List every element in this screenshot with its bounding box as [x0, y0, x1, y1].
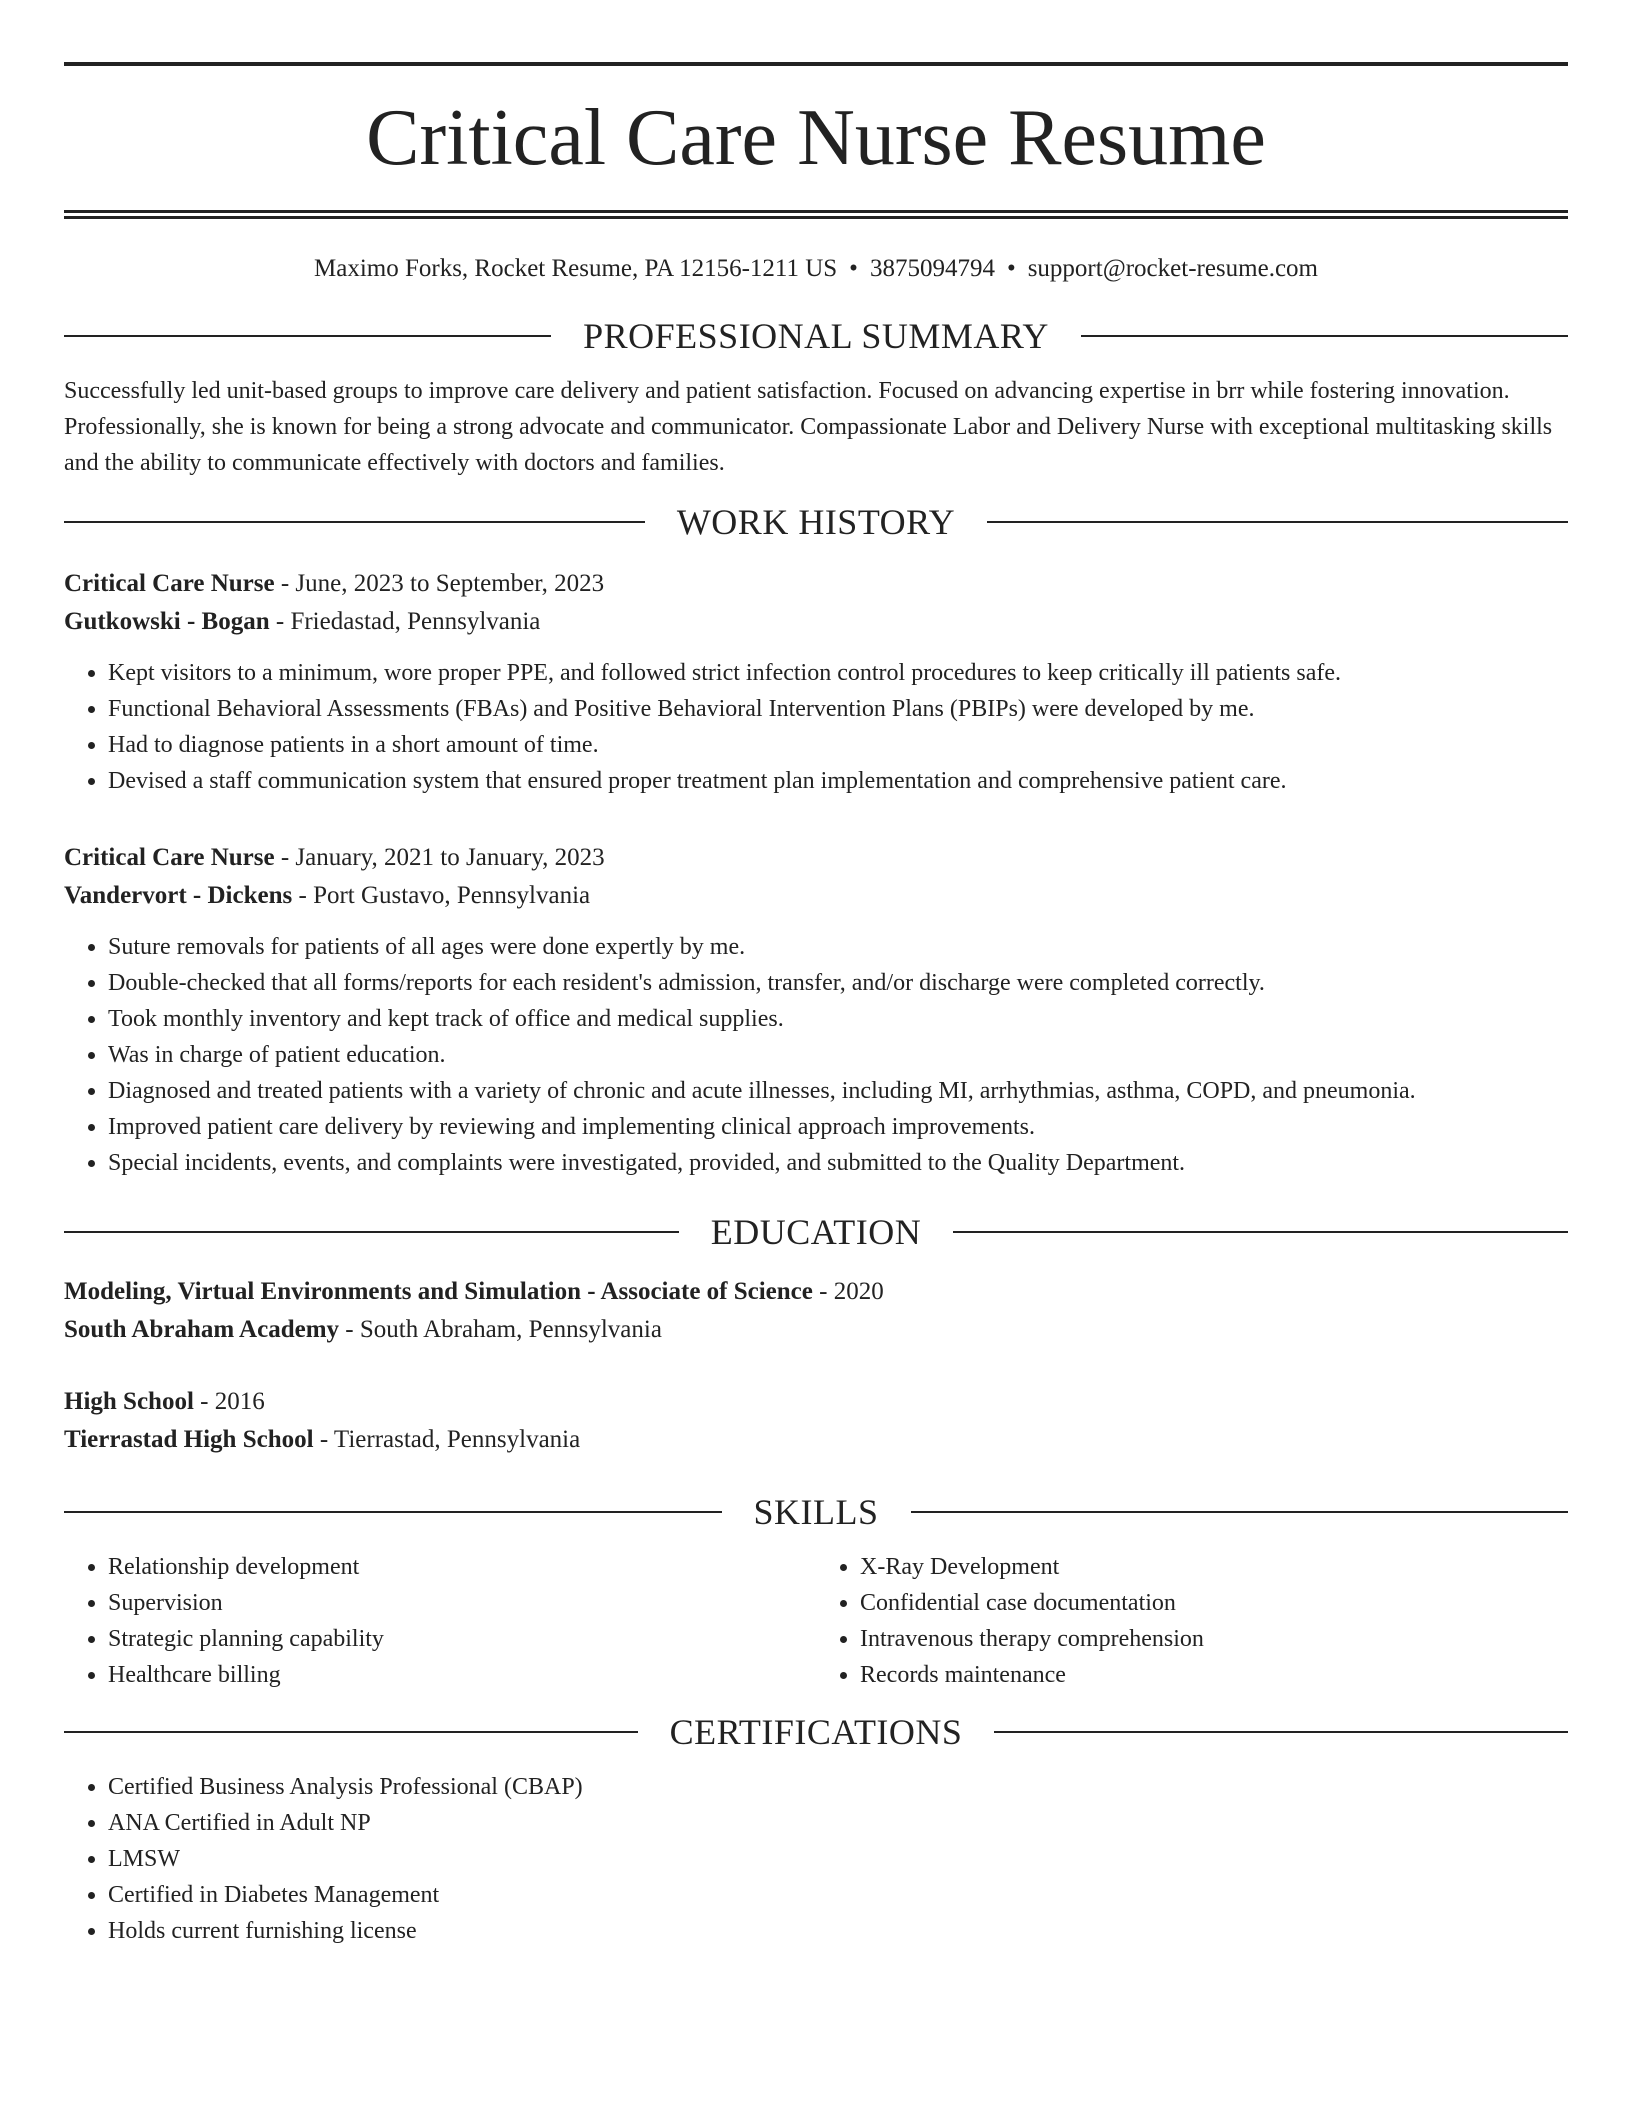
education-location: - Tierrastad, Pennsylvania: [313, 1426, 581, 1453]
education-year: - 2020: [812, 1278, 884, 1305]
section-rule: [64, 335, 551, 337]
section-title: WORK HISTORY: [676, 502, 956, 542]
section-rule: [987, 521, 1568, 523]
section-rule: [1081, 335, 1568, 337]
contact-line: [64, 255, 1568, 283]
skill-item: • Intravenous therapy comprehension: [860, 1621, 1568, 1657]
job-bullets: [64, 655, 1568, 799]
list-item: • Functional Behavioral Assessments (FBAs) and Positive Behavioral Intervention Plans (PBIPs) were developed by me.: [108, 691, 1568, 727]
list-item: • Was in charge of patient education.: [108, 1037, 1568, 1073]
title-double-rule: [64, 210, 1568, 219]
list-item: • Improved patient care delivery by reviewing and implementing clinical approach improvements.: [108, 1109, 1568, 1145]
section-title: SKILLS: [753, 1492, 879, 1532]
education-year: - 2016: [193, 1388, 265, 1415]
education-school: South Abraham Academy: [64, 1316, 340, 1343]
contact-phone: 3875094794: [869, 255, 995, 282]
job-list: [64, 565, 1568, 1181]
list-item: • Suture removals for patients of all ages were done expertly by me.: [108, 929, 1568, 965]
job-employer-line: [64, 603, 1568, 641]
job-dates: - June, 2023 to September, 2023: [274, 570, 605, 597]
skills-column-right: [816, 1549, 1568, 1693]
education-degree-line: [64, 1273, 1568, 1311]
certification-item: • Holds current furnishing license: [108, 1913, 1568, 1949]
job-employer: Vandervort - Dickens: [64, 882, 293, 909]
section-header-work: [64, 501, 1568, 543]
skill-item: • Supervision: [108, 1585, 816, 1621]
certification-item: • Certified Business Analysis Professional (CBAP): [108, 1769, 1568, 1805]
education-degree: High School: [64, 1388, 194, 1415]
skill-item: • Confidential case documentation: [860, 1585, 1568, 1621]
education-degree-line: [64, 1383, 1568, 1421]
education-degree: Modeling, Virtual Environments and Simulation - Associate of Science: [64, 1278, 813, 1305]
education-school-line: [64, 1421, 1568, 1459]
job-entry: [64, 565, 1568, 799]
section-rule: [994, 1731, 1568, 1733]
job-location: - Port Gustavo, Pennsylvania: [292, 882, 591, 909]
section-rule: [64, 1511, 722, 1513]
summary-text: Successfully led unit-based groups to improve care delivery and patient satisfaction. Focused on advancing expertise in brr while fostering innovation. Professionally, she is known for being a strong advocate and communicator. Compassionate Labor and Delivery Nurse with exceptional multitasking skills and the ability to communicate effectively with doctors and families.: [64, 378, 1553, 476]
job-dates: - January, 2021 to January, 2023: [274, 844, 605, 871]
education-location: - South Abraham, Pennsylvania: [339, 1316, 662, 1343]
job-bullets: [64, 929, 1568, 1181]
list-item: • Took monthly inventory and kept track of office and medical supplies.: [108, 1001, 1568, 1037]
contact-address: Maximo Forks, Rocket Resume, PA 12156-1211 US: [314, 255, 838, 282]
section-rule: [911, 1511, 1569, 1513]
list-item: • Had to diagnose patients in a short amount of time.: [108, 727, 1568, 763]
section-rule: [64, 1231, 679, 1233]
section-header-skills: [64, 1491, 1568, 1533]
education-list: [64, 1273, 1568, 1459]
contact-separator: •: [849, 255, 858, 282]
education-entry: [64, 1383, 1568, 1459]
section-title: CERTIFICATIONS: [669, 1712, 963, 1752]
skills-grid: [64, 1549, 1568, 1693]
education-school-line: [64, 1311, 1568, 1349]
page-title: Critical Care Nurse Resume: [366, 94, 1266, 182]
job-employer-line: [64, 877, 1568, 915]
skills-column-left: [64, 1549, 816, 1693]
job-title: Critical Care Nurse: [64, 570, 275, 597]
section-rule: [64, 1731, 638, 1733]
job-title-line: [64, 565, 1568, 603]
title-block: [64, 62, 1568, 219]
section-header-education: [64, 1211, 1568, 1253]
contact-email: support@rocket-resume.com: [1027, 255, 1318, 282]
job-title-line: [64, 839, 1568, 877]
section-rule: [64, 521, 645, 523]
section-title: PROFESSIONAL SUMMARY: [583, 316, 1049, 356]
section-header-summary: [64, 315, 1568, 357]
section-header-certifications: [64, 1711, 1568, 1753]
list-item: • Double-checked that all forms/reports for each resident's admission, transfer, and/or discharge were completed correctly.: [108, 965, 1568, 1001]
resume-page: [64, 0, 1568, 1949]
list-item: • Devised a staff communication system that ensured proper treatment plan implementation and comprehensive patient care.: [108, 763, 1568, 799]
section-title: EDUCATION: [710, 1212, 922, 1252]
skill-item: • Healthcare billing: [108, 1657, 816, 1693]
certification-list: [64, 1769, 1568, 1949]
contact-separator: •: [1006, 255, 1016, 282]
list-item: • Kept visitors to a minimum, wore proper PPE, and followed strict infection control procedures to keep critically ill patients safe.: [108, 655, 1568, 691]
job-entry: [64, 839, 1568, 1181]
list-item: • Special incidents, events, and complaints were investigated, provided, and submitted to the Quality Department.: [108, 1145, 1568, 1181]
job-location: - Friedastad, Pennsylvania: [269, 608, 541, 635]
section-rule: [953, 1231, 1568, 1233]
skill-item: • Strategic planning capability: [108, 1621, 816, 1657]
certification-item: • ANA Certified in Adult NP: [108, 1805, 1568, 1841]
skill-item: • Relationship development: [108, 1549, 816, 1585]
certification-item: • LMSW: [108, 1841, 1568, 1877]
list-item: • Diagnosed and treated patients with a variety of chronic and acute illnesses, including MI, arrhythmias, asthma, COPD, and pneumonia.: [108, 1073, 1568, 1109]
education-entry: [64, 1273, 1568, 1349]
skill-item: • Records maintenance: [860, 1657, 1568, 1693]
job-employer: Gutkowski - Bogan: [64, 608, 270, 635]
skill-item: • X-Ray Development: [860, 1549, 1568, 1585]
job-title: Critical Care Nurse: [64, 844, 275, 871]
education-school: Tierrastad High School: [64, 1426, 314, 1453]
certification-item: • Certified in Diabetes Management: [108, 1877, 1568, 1913]
